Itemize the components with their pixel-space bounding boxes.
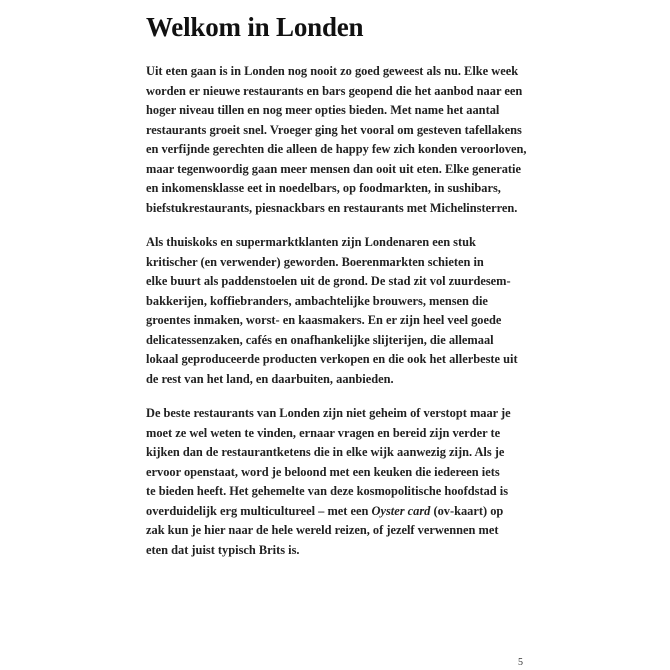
text-line: bakkerijen, koffiebranders, ambachtelijke brouwers, mensen die bbox=[146, 293, 488, 308]
text-line: lokaal geproduceerde producten verkopen en die ook het allerbeste uit bbox=[146, 352, 518, 366]
text-line: en inkomensklasse eet in noedelbars, op foodmarkten, in sushibars, bbox=[146, 181, 501, 195]
text-line: ervoor openstaat, word je beloond met een keuken die iedereen iets bbox=[146, 464, 500, 479]
text-segment: overduidelijk erg multicultureel – met een bbox=[146, 503, 372, 518]
text-line: eten dat juist typisch Brits is. bbox=[146, 542, 300, 557]
text-line: worden er nieuwe restaurants en bars geopend die het aanbod naar een bbox=[146, 83, 523, 98]
text-line: hoger niveau tillen en nog meer opties bieden. Met name het aantal bbox=[146, 103, 500, 117]
text-line: delicatessenzaken, cafés en onafhankelijke slijterijen, die allemaal bbox=[146, 332, 494, 347]
text-line: restaurants groeit snel. Vroeger ging het vooral om gesteven tafellakens bbox=[146, 122, 522, 137]
paragraph-3 bbox=[146, 404, 536, 560]
text-line: De beste restaurants van Londen zijn niet geheim of verstopt maar je bbox=[146, 406, 511, 420]
page-content bbox=[146, 10, 536, 575]
text-line: Uit eten gaan is in Londen nog nooit zo goed geweest als nu. Elke week bbox=[146, 64, 519, 78]
text-line: elke buurt als paddenstoelen uit de grond. De stad zit vol zuurdesem- bbox=[146, 274, 511, 288]
paragraph-1 bbox=[146, 62, 536, 218]
text-line: kijken dan de restaurantketens die in elke wijk aanwezig zijn. Als je bbox=[146, 445, 505, 459]
text-segment: (ov-kaart) op bbox=[430, 503, 504, 518]
body-text bbox=[146, 62, 536, 560]
page-number: 5 bbox=[518, 657, 523, 668]
text-line: te bieden heeft. Het gehemelte van deze kosmopolitische hoofdstad is bbox=[146, 484, 509, 498]
italic-term: Oyster card bbox=[371, 503, 431, 518]
text-line-with-italic bbox=[146, 502, 536, 522]
page-title: Welkom in Londen bbox=[146, 12, 364, 42]
text-line: maar tegenwoordig gaan meer mensen dan ooit uit eten. Elke generatie bbox=[146, 161, 521, 176]
paragraph-2 bbox=[146, 233, 536, 389]
text-line: Als thuiskoks en supermarktklanten zijn Londenaren een stuk bbox=[146, 235, 476, 249]
text-line: en verfijnde gerechten die alleen de happy few zich konden veroorloven, bbox=[146, 142, 527, 156]
text-line: kritischer (en verwender) geworden. Boerenmarkten schieten in bbox=[146, 254, 484, 269]
text-line: groentes inmaken, worst- en kaasmakers. En er zijn heel veel goede bbox=[146, 313, 502, 327]
text-line: de rest van het land, en daarbuiten, aanbieden. bbox=[146, 371, 394, 386]
text-line: zak kun je hier naar de hele wereld reizen, of jezelf verwennen met bbox=[146, 523, 499, 537]
text-line: moet ze wel weten te vinden, ernaar vragen en bereid zijn verder te bbox=[146, 425, 501, 440]
text-line: biefstukrestaurants, piesnackbars en restaurants met Michelinsterren. bbox=[146, 200, 518, 215]
